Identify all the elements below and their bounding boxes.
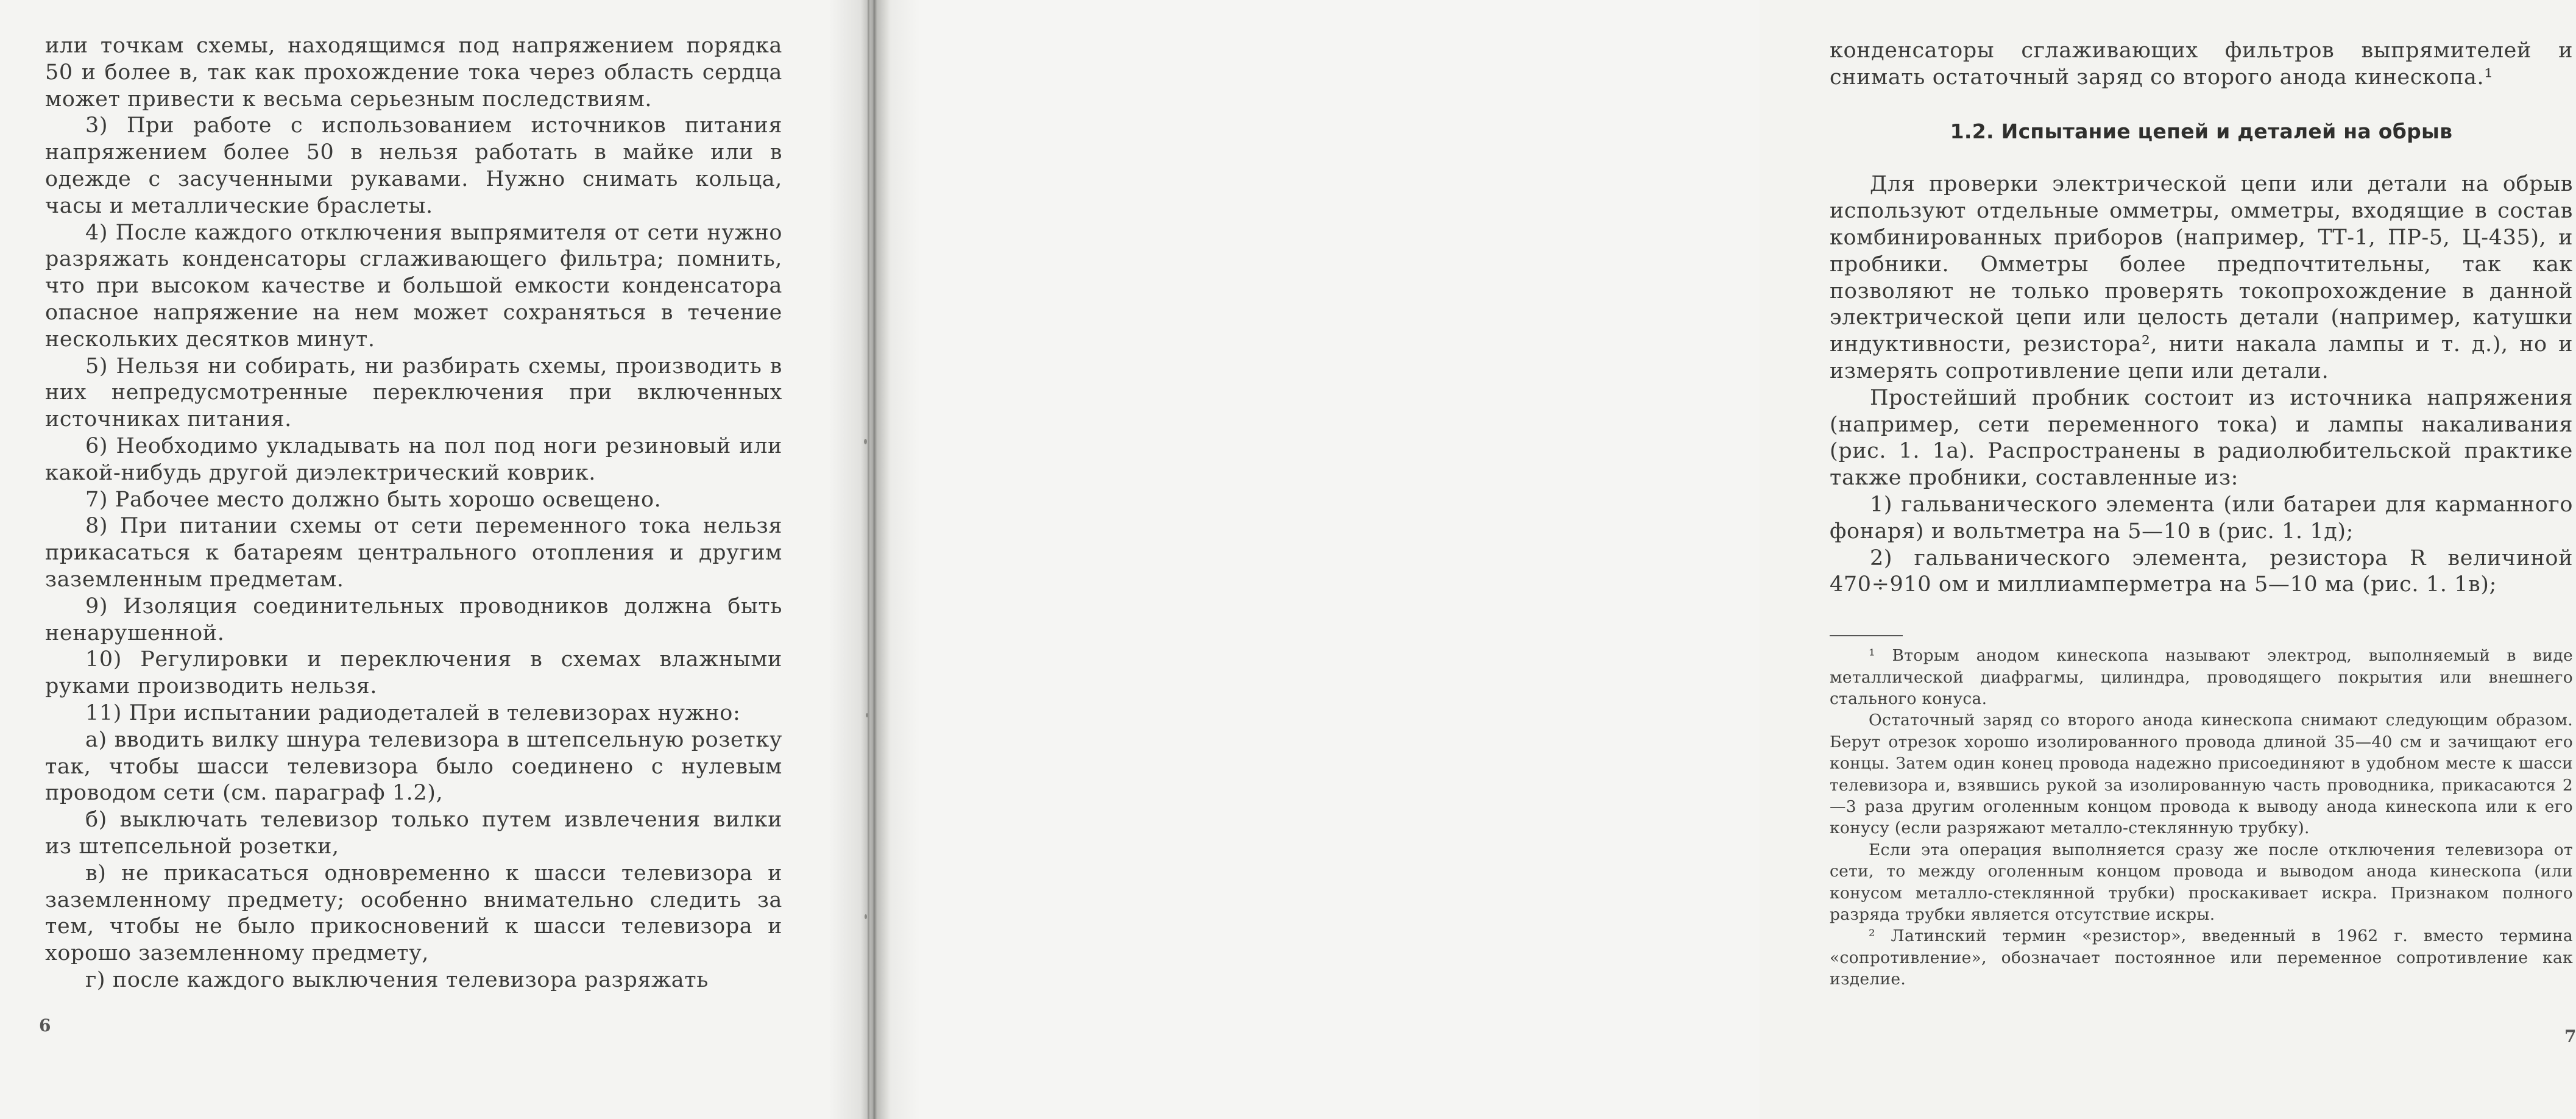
book-gutter-shadow — [829, 0, 920, 1119]
scan-speck — [864, 439, 867, 444]
body-paragraph: 3) При работе с использованием источников питания напряжением более 50 в нельзя работать в майке или в одежде с засученными рукавами. Нужно снимать кольца, часы и металлические браслеты. — [45, 113, 782, 218]
footnote-paragraph: ² Латинский термин «резистор», введенный в 1962 г. вместо термина «сопротивление», обозначает постоянное или переменное сопротивление как изделие. — [1830, 926, 2573, 989]
body-paragraph: б) выключать телевизор только путем извлечения вилки из штепсельной розетки, — [45, 808, 782, 859]
body-paragraph: 11) При испытании радиодеталей в телевизорах нужно: — [85, 700, 741, 725]
body-paragraph: или точкам схемы, находящимся под напряжением порядка 50 и более в, так как прохождение тока через область сердца может привести к весьма серьезным последствиям. — [45, 34, 782, 112]
section-body — [1830, 171, 2573, 599]
right-page-body — [1830, 38, 2573, 990]
footnote-paragraph: Остаточный заряд со второго анода кинескопа снимают следующим образом. Берут отрезок хорошо изолированного провода длиной 35—40 см и зачищают его концы. Затем один конец провода надежно присоединяют в удобном месте к шасси телевизора и, взявшись рукой за изолированную часть проводника, прикасаются 2—3 раза другим оголенным концом провода к выводу анода кинескопа или к его конусу (если разряжают металло-стеклянную трубку). — [1830, 711, 2573, 838]
body-paragraph: в) не прикасаться одновременно к шасси телевизора и заземленному предмету; особенно внимательно следить за тем, чтобы не было прикосновений к шасси телевизора и хорошо заземленному предмету, — [45, 861, 782, 966]
page-number-right: 7 — [2564, 1026, 2576, 1046]
left-page-body — [45, 33, 782, 994]
body-paragraph: 1) гальванического элемента (или батареи для карманного фонаря) и вольтметра на 5—10 в (рис. 1. 1д); — [1830, 492, 2573, 544]
lead-paragraph: конденсаторы сглаживающих фильтров выпрямителей и снимать остаточный заряд со второго анода кинескопа.¹ — [1830, 38, 2573, 90]
footnote-paragraph: Если эта операция выполняется сразу же после отключения телевизора от сети, то между оголенным концом провода и выводом анода кинескопа (или конусом металло-стеклянной трубки) проскакивает искра. Признаком полного разряда трубки является отсутствие искры. — [1830, 840, 2573, 925]
body-paragraph: Для проверки электрической цепи или детали на обрыв используют отдельные омметры, омметры, входящие в состав комбинированных приборов (например, ТТ-1, ПР-5, Ц-435), и пробники. Омметры более предпочтительны, так как позволяют не только проверять токопрохождение в данной электрической цепи или целость детали (например, катушки индуктивности, резистора², нити накала лампы и т. д.), но и измерять сопротивление цепи или детали. — [1830, 172, 2573, 383]
book-spine-line — [868, 0, 869, 1119]
body-paragraph: а) вводить вилку шнура телевизора в штепсельную розетку так, чтобы шасси телевизора было соединено с нулевым проводом сети (см. параграф 1.2), — [45, 727, 782, 806]
footnotes — [1830, 645, 2573, 990]
body-paragraph: 7) Рабочее место должно быть хорошо освещено. — [85, 487, 662, 512]
body-paragraph: г) после каждого выключения телевизора разряжать — [85, 967, 709, 992]
body-paragraph: 10) Регулировки и переключения в схемах влажными руками производить нельзя. — [45, 647, 782, 699]
left-page — [0, 0, 868, 1119]
body-paragraph: 4) После каждого отключения выпрямителя от сети нужно разряжать конденсаторы сглаживающего фильтра; помнить, что при высоком качестве и большой емкости конденсатора опасное напряжение на нем может сохраняться в течение нескольких десятков минут. — [45, 220, 782, 352]
page-number-left: 6 — [39, 1015, 51, 1036]
body-paragraph: 2) гальванического элемента, резистора R величиной 470÷910 ом и миллиамперметра на 5—10 ма (рис. 1. 1в); — [1830, 545, 2573, 597]
body-paragraph: 5) Нельзя ни собирать, ни разбирать схемы, производить в них непредусмотренные переключения при включенных источниках питания. — [45, 353, 782, 432]
footnote-rule — [1830, 635, 1903, 636]
body-paragraph: 8) При питании схемы от сети переменного тока нельзя прикасаться к батареям центрального отопления и другим заземленным предметам. — [45, 514, 782, 592]
body-paragraph: Простейший пробник состоит из источника напряжения (например, сети переменного тока) и лампы накаливания (рис. 1. 1а). Распространены в радиолюбительской практике также пробники, составленные из: — [1830, 385, 2573, 491]
right-page — [868, 0, 2576, 1119]
footnote-paragraph: ¹ Вторым анодом кинескопа называют электрод, выполняемый в виде металлической диафрагмы, цилиндра, проводящего покрытия или внешнего стального конуса. — [1830, 646, 2573, 708]
scan-speck — [865, 914, 867, 919]
section-heading: 1.2. Испытание цепей и деталей на обрыв — [1950, 119, 2453, 143]
body-paragraph: 6) Необходимо укладывать на пол под ноги резиновый или какой-нибудь другой диэлектрический коврик. — [45, 433, 782, 485]
body-paragraph: 9) Изоляция соединительных проводников должна быть ненарушенной. — [45, 594, 782, 645]
scan-speck — [866, 713, 868, 717]
